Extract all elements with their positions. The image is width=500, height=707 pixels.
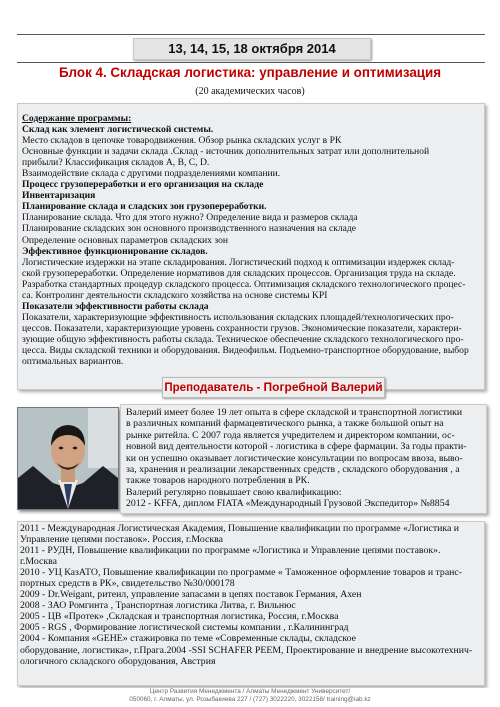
bio-line: в различных компаний фармацевтического рынка, а также большой опыт на xyxy=(126,418,444,430)
cv-line: 2005 - RGS , Формирование логистической системы компании , г.Калининград xyxy=(20,622,349,634)
teacher-photo xyxy=(17,407,119,510)
program-line: Показатели эффективности работы склада xyxy=(22,300,209,312)
cv-line: 2011 - РУДН, Повышение квалификации по программе «Логистика и Управление цепями поставок». xyxy=(20,545,441,557)
cv-line: 2004 - Компания «GEHE» стажировка по теме «Современные склады, складское xyxy=(20,633,357,645)
program-line: зующие общую эффективность работы склада. Техническое обеспечение складского технологического про- xyxy=(22,333,464,345)
program-line: Содержание программы: xyxy=(22,113,132,124)
cv-line: 2011 - Международная Логистическая Академия, Повышение квалификации по программе «Логистика и xyxy=(20,523,460,534)
program-line: Место складов в цепочке товародвижения. Обзор рынка складских услуг в РК xyxy=(22,135,342,147)
program-line: оптимальных вариантов. xyxy=(22,356,124,368)
program-line: Планирование склада. Что для этого нужно? Определение вида и размеров склада xyxy=(22,212,358,224)
footer-line-2: 050060, г. Алматы, ул. Розыбакиева 227 / (727) 3022220, 3022158/ training@iab.kz xyxy=(129,696,371,703)
top-divider xyxy=(17,34,485,35)
cv-line: оборудование, логистика», г.Прага.2004 -SSI SCHAFER PEEM, Проектирование и внедрение высокотехнич- xyxy=(20,644,473,656)
program-line: Определение основных параметров складских зон xyxy=(22,234,228,246)
program-line: са. Контролинг деятельности складского хозяйства на основе системы KPI xyxy=(22,289,328,301)
bio-line: 2012 - KFFA, диплом FIATA «Международный Грузовой Экспедитор» №8854 xyxy=(126,498,450,510)
program-line: Планирование складских зон основного производственного назначения на складе xyxy=(22,223,357,235)
program-line: Эффективное функционирование складов. xyxy=(22,245,208,257)
cv-line: г.Москва xyxy=(20,556,57,568)
bio-line: также товаров народного потребления в РК. xyxy=(126,475,310,487)
portrait-image xyxy=(18,408,118,509)
program-line: Процесс грузопереработки и его организация на складе xyxy=(22,179,264,191)
experience-panel xyxy=(17,521,485,686)
program-line: цессов. Показатели, характеризующие уровень сохранности грузов. Экономические показатели, характери- xyxy=(22,322,462,334)
program-line: Показатели, характеризующие эффективность использования складских площадей/технологических про- xyxy=(22,311,454,323)
bio-line: новной вид деятельности которой - логистика в сфере фармации. За годы практи- xyxy=(126,441,467,453)
cv-line: 2009 - Dr.Weigant, ритеил, управление запасами в цепях поставок Германия, Ахен xyxy=(20,589,362,601)
cv-line: 2008 - ЗАО Ромгинта , Транспортная логистика Литва, г. Вильнюс xyxy=(20,600,296,612)
program-line: Инвентаризация xyxy=(22,190,96,202)
program-line: Планирование склада и сладских зон грузопереработки. xyxy=(22,201,267,213)
bio-line: Валерий регулярно повышает свою квалификацию: xyxy=(126,486,342,498)
cv-line: 2005 - ЦВ «Протек» ,Складская и транспортная логистика, Россия, г.Москва xyxy=(20,611,339,623)
program-line: ской грузопереработки. Определение нормативов для складских процессов. Организация труда на складе. xyxy=(22,267,456,279)
footer-line-1: Центр Развития Менеджмента / Алматы Менеджмент Университет/ xyxy=(149,688,351,695)
program-line: Взаимодействие склада с другими подразделениями компании. xyxy=(22,168,281,180)
bio-line: Валерий имеет более 19 лет опыта в сфере складской и транспортной логистики xyxy=(126,407,463,418)
program-line: прибыли? Классификация складов A, B, C, D. xyxy=(22,157,210,169)
bio-panel xyxy=(120,404,487,514)
title-divider xyxy=(17,62,485,63)
teacher-label-text: Преподаватель - xyxy=(164,382,264,394)
cv-line: ологичного складского оборудования, Австрия xyxy=(20,655,216,667)
program-line: Логистические издержки на этапе складирования. Логистический подход к оптимизации издержек склад- xyxy=(22,256,455,268)
program-line: цесса. Виды складской техники и оборудования. Видеофильм. Подъемно-транспортное оборудование, выбор xyxy=(22,344,469,356)
block-title: Блок 4. Складская логистика: управление и оптимизация xyxy=(58,65,442,80)
cv-line: 2010 - УЦ КазАТО, Повышение квалификации по программе « Таможенное оформление товаров и транс- xyxy=(20,567,463,579)
teacher-name: Погребной Валерий xyxy=(263,380,383,394)
teacher-label xyxy=(162,377,385,398)
program-line: Основные функции и задачи склада .Склад - источник дополнительных затрат или дополнительной xyxy=(22,146,430,158)
date-badge: 13, 14, 15, 18 октября 2014 xyxy=(133,38,371,60)
program-panel xyxy=(17,103,485,390)
cv-line: Управление цепями поставок». Россия, г.Москва xyxy=(20,534,223,546)
bio-line: за, хранения и реализации лекарственных средств , складского оборудования , а xyxy=(126,464,460,476)
hours-note: (20 академических часов) xyxy=(195,86,305,97)
bio-line: рынке ритейла. С 2007 года является учредителем и директором компании, ос- xyxy=(126,429,455,441)
program-line: Склад как элемент логистической системы. xyxy=(22,124,214,136)
program-line: Разработка стандартных процедур складского процесса. Оптимизация складского технологического процес- xyxy=(22,278,466,290)
footer xyxy=(0,688,500,707)
cv-line: портных средств в РК», свидетельство №30/000178 xyxy=(20,578,235,590)
bio-line: ки он успешно оказывает логистические консультации по вопросам ввоза, выво- xyxy=(126,452,463,464)
